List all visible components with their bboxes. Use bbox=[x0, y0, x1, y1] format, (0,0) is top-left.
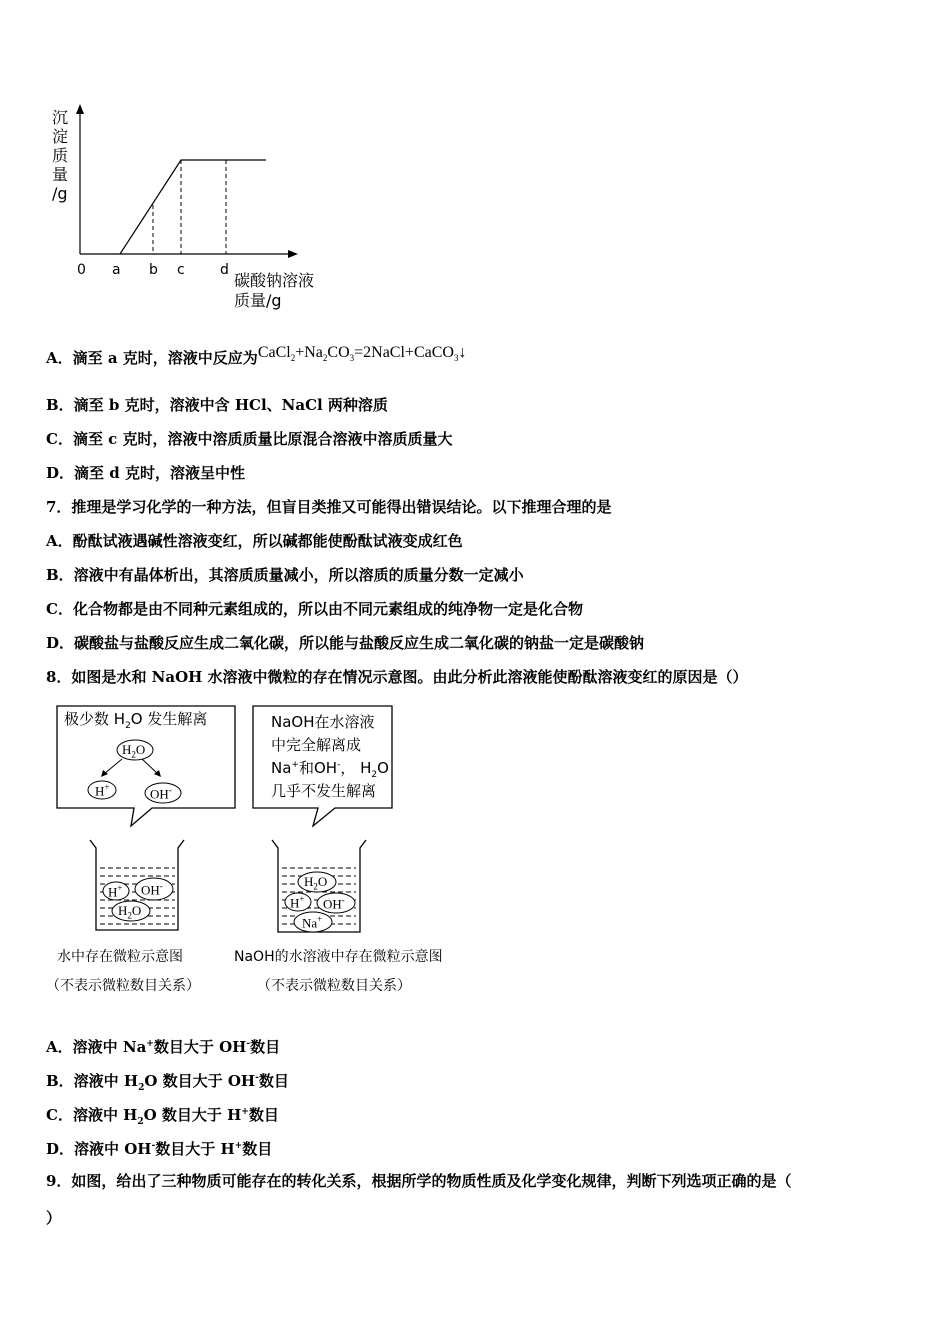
eq-sub: 2 bbox=[322, 353, 328, 364]
text-sup: + bbox=[104, 782, 110, 792]
text-sup: + bbox=[234, 1141, 243, 1151]
left-caption-line2: （不表示微粒数目关系） bbox=[46, 978, 200, 994]
q9-stem-line1: 9．如图，给出了三种物质可能存在的转化关系，根据所学的物质性质及化学变化规律，判断下列选项正确的是（ bbox=[46, 1172, 792, 1190]
text-sub: 2 bbox=[125, 721, 131, 731]
q7-stem: 7．推理是学习化学的一种方法，但盲目类推又可能得出错误结论。以下推理合理的是 bbox=[46, 498, 612, 516]
eq-part: +Na bbox=[295, 344, 323, 361]
text-part: O 数目大于 H bbox=[143, 1106, 242, 1124]
q6-option-d: D．滴至 d 克时，溶液呈中性 bbox=[46, 464, 245, 482]
text-part: 极少数 H bbox=[64, 710, 126, 728]
q6-option-a-equation bbox=[257, 344, 467, 364]
text-sub: 2 bbox=[137, 1117, 144, 1127]
tick-b: b bbox=[149, 262, 158, 278]
x-axis-label-line1: 碳酸钠溶液 bbox=[234, 271, 315, 290]
eq-part: =2NaCl+CaCO bbox=[354, 344, 454, 361]
text-part: H bbox=[304, 874, 314, 889]
x-axis-label-line2: 质量/g bbox=[234, 291, 282, 310]
bubble-h2o-label bbox=[122, 742, 145, 760]
x-axis-arrow bbox=[288, 250, 298, 258]
eq-sub: 3 bbox=[453, 353, 459, 364]
text-part: H bbox=[95, 783, 105, 799]
text-sup: - bbox=[151, 1141, 156, 1151]
eq-part: CaCl bbox=[257, 344, 291, 361]
ylabel-char-1: 沉 bbox=[52, 108, 69, 127]
text-part: H bbox=[118, 903, 128, 918]
text-part: O bbox=[135, 742, 146, 757]
left-bubble-title bbox=[64, 708, 207, 731]
precipitate-curve bbox=[120, 160, 266, 254]
eq-sub: 3 bbox=[349, 353, 355, 364]
bubble-oh-label bbox=[150, 785, 172, 802]
graph-svg bbox=[0, 0, 950, 320]
text-sup: + bbox=[291, 760, 299, 770]
right-oh-label bbox=[323, 895, 345, 912]
text-part: A．溶液中 Na bbox=[46, 1038, 147, 1056]
text-sup: - bbox=[246, 1039, 251, 1049]
text-part: O 发生解离 bbox=[130, 710, 208, 728]
ylabel-char-2: 淀 bbox=[52, 127, 69, 146]
text-sup: - bbox=[168, 785, 172, 795]
right-h2o-label bbox=[304, 874, 327, 892]
text-part: O bbox=[377, 759, 389, 777]
text-part: OH bbox=[141, 882, 160, 898]
text-part: O 数目大于 OH bbox=[144, 1072, 256, 1090]
ylabel-char-3: 质 bbox=[52, 146, 69, 165]
text-part: H bbox=[122, 742, 132, 757]
text-sup: + bbox=[299, 894, 305, 904]
text-part: D．溶液中 OH bbox=[46, 1140, 152, 1158]
left-h2o-label bbox=[118, 903, 141, 921]
text-part: Na bbox=[302, 915, 318, 931]
right-bubble-line2: 中完全解离成 bbox=[271, 736, 362, 754]
right-na-label bbox=[302, 914, 322, 931]
right-bubble-line4: 几乎不发生解离 bbox=[271, 782, 377, 800]
text-part: 和OH bbox=[298, 759, 338, 777]
text-sup: - bbox=[337, 760, 341, 770]
ylabel-char-4: 量 bbox=[52, 165, 69, 184]
q7-option-d: D．碳酸盐与盐酸反应生成二氧化碳，所以能与盐酸反应生成二氧化碳的钠盐一定是碳酸钠 bbox=[46, 634, 645, 652]
text-part: OH bbox=[150, 786, 169, 802]
q6-option-b: B．滴至 b 克时，溶液中含 HCl、NaCl 两种溶质 bbox=[46, 396, 388, 414]
q8-stem: 8．如图是水和 NaOH 水溶液中微粒的存在情况示意图。由此分析此溶液能使酚酞溶液变红的原因是（） bbox=[46, 668, 748, 686]
y-axis-arrow bbox=[76, 104, 84, 114]
text-part: 数目大于 OH bbox=[153, 1038, 247, 1056]
text-part: C．溶液中 H bbox=[46, 1106, 138, 1124]
text-part: 数目 bbox=[248, 1106, 279, 1124]
q7-option-a: A．酚酞试液遇碱性溶液变红，所以碱都能使酚酞试液变成红色 bbox=[46, 532, 463, 550]
tick-d: d bbox=[220, 262, 229, 278]
text-part: 数目大于 H bbox=[155, 1140, 235, 1158]
text-part: O bbox=[131, 903, 142, 918]
right-bubble-line3 bbox=[271, 757, 389, 780]
left-oh-label bbox=[141, 881, 163, 898]
text-sub: 2 bbox=[127, 910, 132, 921]
text-part: 数目 bbox=[258, 1072, 289, 1090]
q7-option-c: C．化合物都是由不同种元素组成的，所以由不同元素组成的纯净物一定是化合物 bbox=[46, 600, 583, 618]
ylabel-char-5: /g bbox=[52, 184, 68, 203]
q9-stem-line2: ） bbox=[46, 1209, 62, 1227]
bubble-h-label bbox=[95, 782, 109, 799]
text-sub: 2 bbox=[138, 1083, 145, 1093]
tick-c: c bbox=[177, 262, 185, 278]
text-part: OH bbox=[323, 896, 342, 912]
eq-part: CO bbox=[327, 344, 350, 361]
q8-option-c bbox=[46, 1102, 279, 1132]
q6-option-a bbox=[46, 344, 467, 374]
text-sup: - bbox=[341, 895, 345, 905]
eq-sub: 2 bbox=[290, 353, 296, 364]
q6-option-c: C．滴至 c 克时，溶液中溶质质量比原混合溶液中溶质质量大 bbox=[46, 430, 453, 448]
text-sup: + bbox=[146, 1039, 154, 1049]
text-part: H bbox=[290, 895, 300, 911]
right-h-label bbox=[290, 894, 304, 911]
y-axis-label bbox=[52, 108, 68, 203]
left-caption-line1: 水中存在微粒示意图 bbox=[57, 949, 183, 965]
origin-label: 0 bbox=[77, 262, 86, 278]
left-h-label bbox=[108, 883, 122, 900]
q8-option-a bbox=[46, 1034, 280, 1057]
text-sub: 2 bbox=[313, 881, 318, 892]
right-caption-line2: （不表示微粒数目关系） bbox=[257, 978, 411, 994]
q7-option-b: B．溶液中有晶体析出，其溶质质量减小，所以溶质的质量分数一定减小 bbox=[46, 566, 524, 584]
right-bubble-line1: NaOH在水溶液 bbox=[271, 713, 375, 731]
text-part: 数目 bbox=[242, 1140, 273, 1158]
tick-a: a bbox=[112, 262, 121, 278]
text-sup: - bbox=[159, 881, 163, 891]
q6-option-a-text: A．滴至 a 克时，溶液中反应为 bbox=[46, 349, 258, 367]
right-caption-line1: NaOH的水溶液中存在微粒示意图 bbox=[234, 949, 443, 965]
text-part: ， H bbox=[340, 759, 372, 777]
text-sup: - bbox=[255, 1073, 259, 1083]
text-part: H bbox=[108, 884, 118, 900]
text-part: Na bbox=[271, 759, 292, 777]
text-sup: + bbox=[317, 914, 323, 924]
text-part: B．溶液中 H bbox=[46, 1072, 139, 1090]
text-sup: + bbox=[117, 883, 123, 893]
text-sup: + bbox=[241, 1107, 249, 1117]
q8-option-d bbox=[46, 1136, 272, 1159]
text-part: 数目 bbox=[250, 1038, 281, 1056]
text-sub: 2 bbox=[131, 749, 136, 760]
down-arrow-icon: ↓ bbox=[458, 344, 467, 361]
text-part: O bbox=[317, 874, 328, 889]
text-sub: 2 bbox=[371, 770, 378, 780]
q8-option-b bbox=[46, 1068, 289, 1098]
